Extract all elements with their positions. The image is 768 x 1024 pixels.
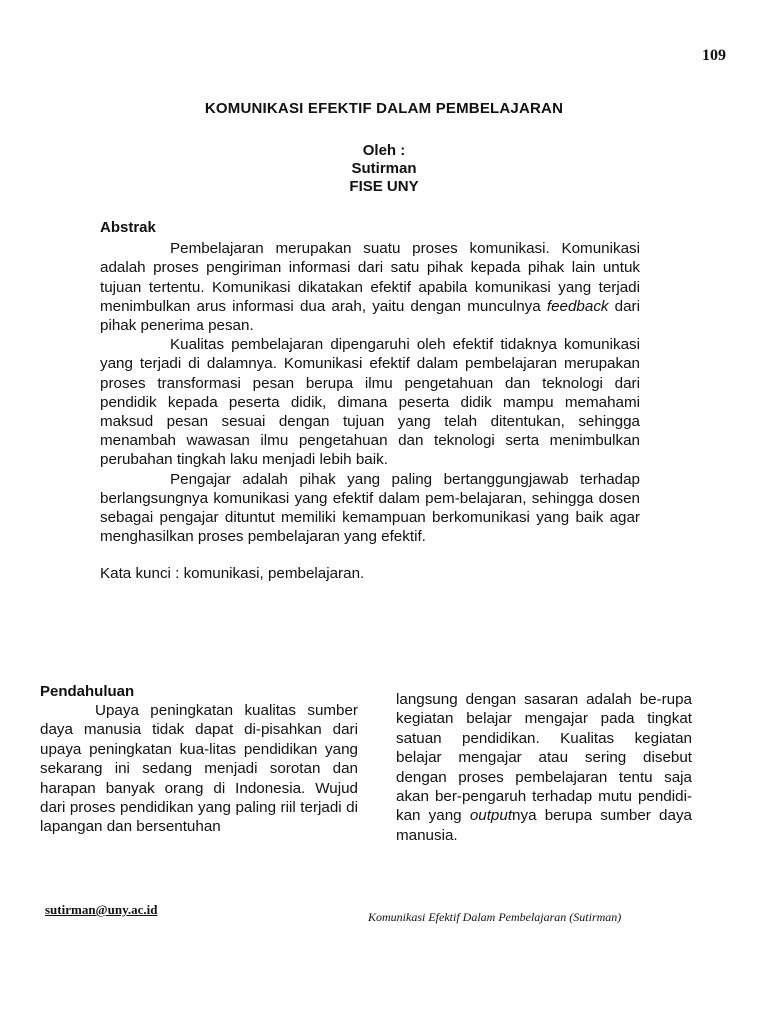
page-number: 109 (702, 47, 726, 64)
author-name: Sutirman (351, 160, 417, 177)
abstract-paragraph-2: Kualitas pembelajaran dipengaruhi oleh efektif tidaknya komunikasi yang terjadi di dalamnya. Komunikasi efektif dalam pembelajaran merupakan proses transformasi pesan berupa ilmu pengetahuan dan teknologi dari pendidik kepada peserta didik, dimana peserta didik mampu memahami maksud pesan sesuai dengan tujuan yang telah ditentukan, sehingga menambah wawasan ilmu pengetahuan dan teknologi serta menimbulkan perubahan tingkah laku menjadi lebih baik. (100, 336, 640, 469)
intro-left-paragraph: Upaya peningkatan kualitas sumber daya manusia tidak dapat di-pisahkan dari upaya peningkatan kua-litas pendidikan yang sekarang ini sedang menjadi sorotan dan harapan banyak orang di Indonesia. Wujud dari proses pendidikan yang paling riil terjadi di lapangan dan bersentuhan (40, 702, 358, 836)
author-block (0, 142, 768, 196)
intro-right-emphasis: output (469, 807, 513, 825)
intro-heading: Pendahuluan (40, 683, 135, 700)
abstract-p1-text-end: dari pihak penerima pesan. (100, 297, 640, 335)
abstract-section (100, 218, 640, 584)
abstract-p1-emphasis: feedback (546, 297, 609, 315)
abstract-p1-text: Pembelajaran merupakan suatu proses komunikasi. Komunikasi adalah proses pengiriman informasi dari satu pihak kepada pihak lain untuk tujuan tertentu. Komunikasi dikatakan efektif apabila komunikasi yang terjadi menimbulkan arus informasi dua arah, yaitu dengan munculnya (100, 240, 640, 315)
author-affiliation: FISE UNY (349, 178, 419, 195)
intro-right-column (396, 690, 692, 845)
running-title: Komunikasi Efektif Dalam Pembelajaran (Sutirman) (368, 910, 622, 924)
intro-right-text-end: nya berupa sumber daya manusia. (396, 807, 692, 844)
paper-title: KOMUNIKASI EFEKTIF DALAM PEMBELAJARAN (204, 100, 564, 117)
author-email: sutirman@uny.ac.id (45, 902, 158, 917)
abstract-paragraph-1 (100, 239, 640, 335)
keywords: Kata kunci : komunikasi, pembelajaran. (100, 565, 365, 583)
abstract-heading: Abstrak (100, 219, 156, 236)
abstract-paragraph-3: Pengajar adalah pihak yang paling bertanggungjawab terhadap berlangsungnya komunikasi yang efektif dalam pem-belajaran, sehingga dosen sebagai pengajar dituntut memiliki kemampuan berkomunikasi yang baik agar menghasilkan proses pembelajaran yang efektif. (100, 470, 640, 546)
intro-right-text: langsung dengan sasaran adalah be-rupa kegiatan belajar mengajar pada tingkat satuan pendidikan. Kualitas kegiatan belajar mengajar atau sering disebut dengan proses pembelajaran tentu saja akan ber-pengaruh terhadap mutu pendidi-kan yang (396, 691, 692, 825)
byline-label: Oleh : (362, 142, 406, 159)
intro-right-paragraph (396, 690, 692, 845)
intro-left-column (40, 683, 358, 837)
